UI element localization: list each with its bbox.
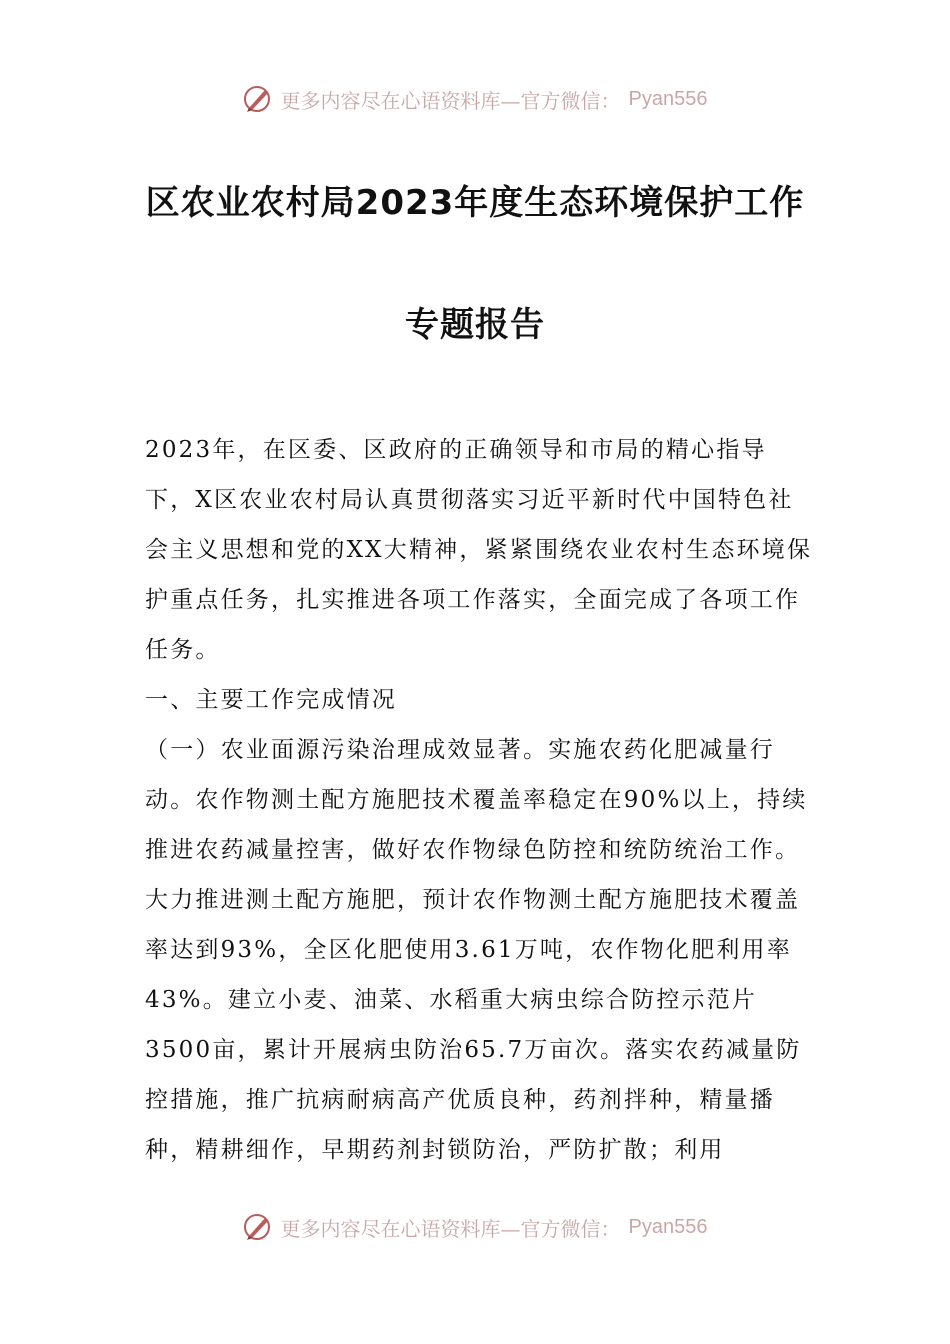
watermark-wechat-id: Pyan556 xyxy=(628,1215,708,1238)
pen-logo-icon xyxy=(243,84,273,114)
watermark-text: 更多内容尽在心语资料库—官方微信： xyxy=(280,88,621,113)
document-body xyxy=(145,425,813,1175)
watermark-footer xyxy=(0,1212,950,1242)
document-title-line-1: 区农业农村局2023年度生态环境保护工作 xyxy=(145,183,805,223)
paragraph-section-1: （一）农业面源污染治理成效显著。实施农药化肥减量行动。农作物测土配方施肥技术覆盖率稳定在90%以上，持续推进农药减量控害，做好农作物绿色防控和统防统治工作。大力推进测土配方施肥，预计农作物测土配方施肥技术覆盖率达到93%，全区化肥使用3.61万吨，农作物化肥利用率43%。建立小麦、油菜、水稻重大病虫综合防控示范片3500亩，累计开展病虫防治65.7万亩次。落实农药减量防控措施，推广抗病耐病高产优质良种，药剂拌种，精量播种，精耕细作，早期药剂封锁防治，严防扩散；利用 xyxy=(145,737,808,1163)
document-title-line-2: 专题报告 xyxy=(405,305,545,345)
watermark-wechat-id: Pyan556 xyxy=(628,87,708,110)
pen-logo-icon xyxy=(243,1212,273,1242)
watermark-text: 更多内容尽在心语资料库—官方微信： xyxy=(280,1216,621,1241)
paragraph-intro: 2023年，在区委、区政府的正确领导和市局的精心指导下，X区农业农村局认真贯彻落实习近平新时代中国特色社会主义思想和党的XX大精神，紧紧围绕农业农村生态环境保护重点任务，扎实推进各项工作落实，全面完成了各项工作任务。 xyxy=(145,437,813,663)
section-heading: 一、主要工作完成情况 xyxy=(145,687,397,713)
watermark-header xyxy=(0,84,950,114)
